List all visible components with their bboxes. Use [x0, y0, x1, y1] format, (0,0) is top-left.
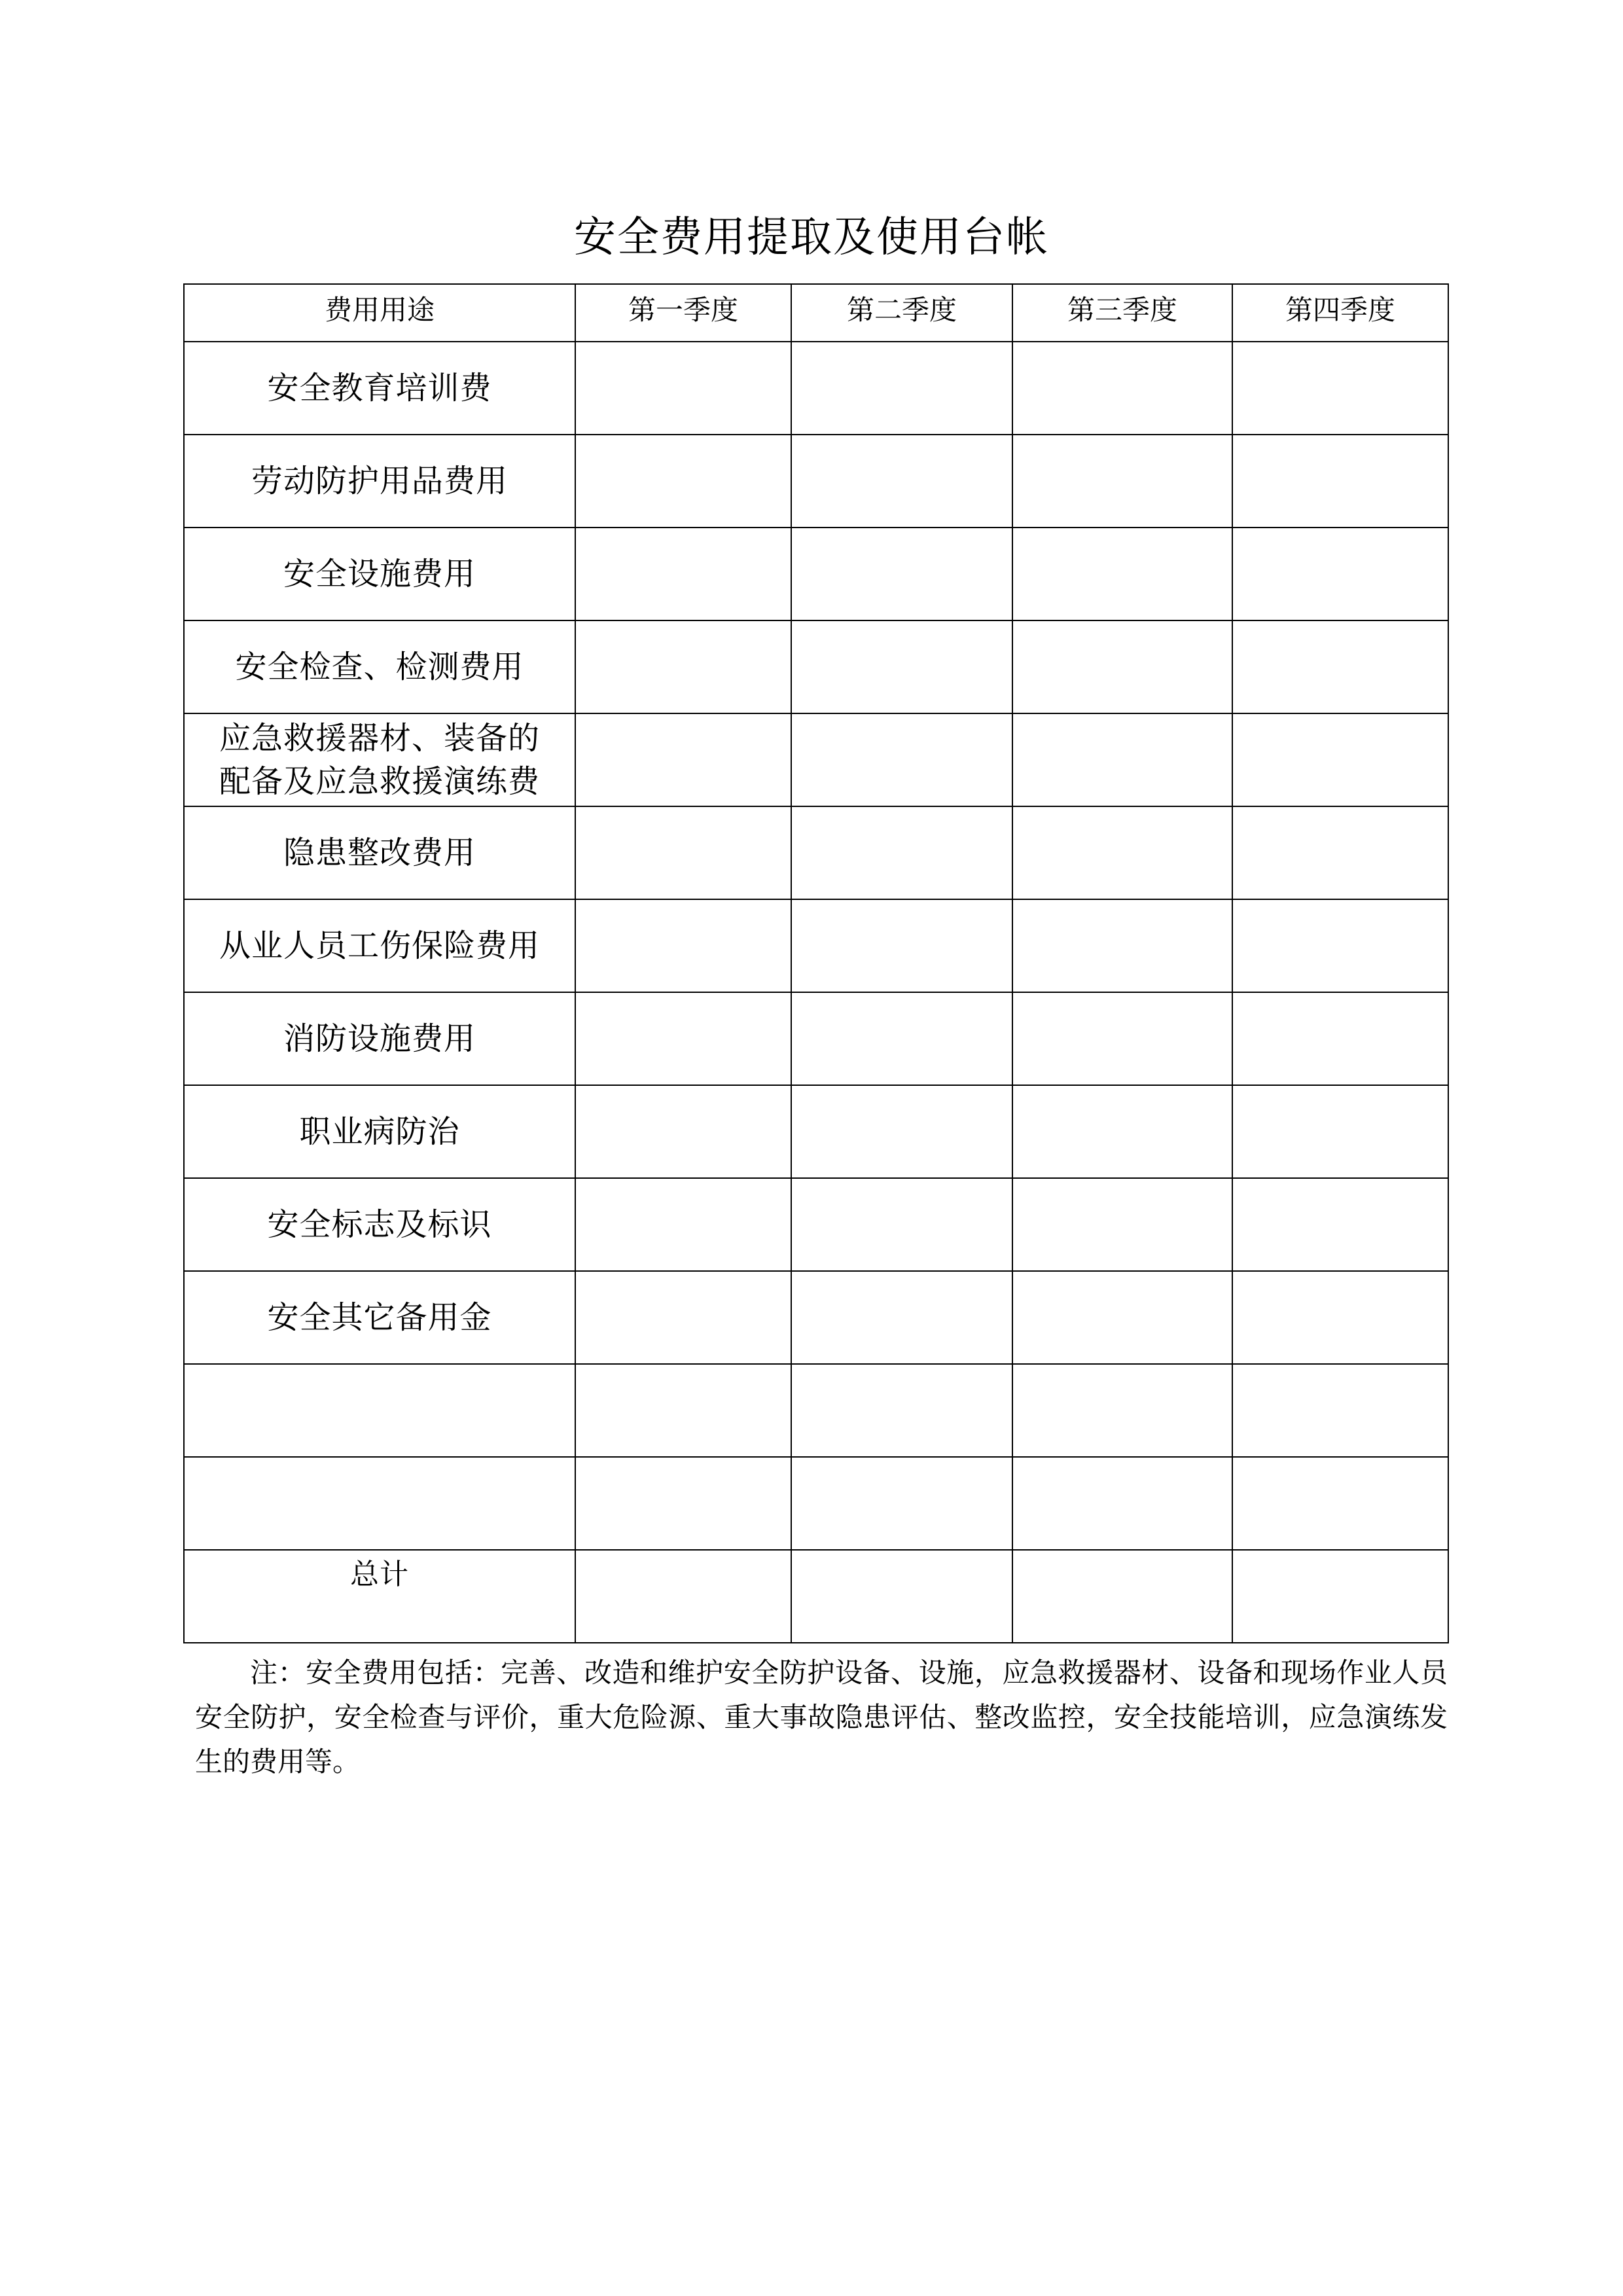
table-header-row — [184, 284, 1448, 342]
amount-cell-q4 — [1232, 528, 1448, 620]
amount-cell-q4 — [1232, 1271, 1448, 1364]
purpose-label: 安全标志及标识 — [267, 1206, 492, 1243]
header-q4: 第四季度 — [1232, 284, 1448, 342]
amount-cell-q4 — [1232, 1178, 1448, 1271]
amount-cell-q4 — [1232, 899, 1448, 992]
amount-cell-q1 — [575, 713, 791, 806]
amount-cell-q4 — [1232, 1457, 1448, 1550]
header-q2: 第二季度 — [791, 284, 1012, 342]
purpose-label: 安全检查、检测费用 — [235, 649, 524, 685]
amount-cell-q3 — [1012, 342, 1232, 435]
amount-cell-q3 — [1012, 435, 1232, 528]
amount-cell-q1 — [575, 1364, 791, 1457]
amount-cell-q3 — [1012, 1364, 1232, 1457]
amount-cell-q3 — [1012, 899, 1232, 992]
purpose-cell — [184, 528, 575, 620]
amount-cell-q1 — [575, 1085, 791, 1178]
amount-cell-q2 — [791, 342, 1012, 435]
purpose-label: 消防设施费用 — [283, 1020, 476, 1057]
amount-cell-q2 — [791, 620, 1012, 713]
amount-cell-q4 — [1232, 713, 1448, 806]
purpose-label: 职业病防治 — [299, 1113, 460, 1150]
amount-cell-q3 — [1012, 620, 1232, 713]
purpose-cell — [184, 806, 575, 899]
purpose-cell — [184, 713, 575, 806]
amount-cell-q1 — [575, 1178, 791, 1271]
amount-cell-q3 — [1012, 806, 1232, 899]
amount-cell-q4 — [1232, 1085, 1448, 1178]
purpose-cell — [184, 620, 575, 713]
amount-cell-q4 — [1232, 435, 1448, 528]
amount-cell-q4 — [1232, 620, 1448, 713]
amount-cell-q2 — [791, 806, 1012, 899]
table-row — [184, 435, 1448, 528]
purpose-label: 安全设施费用 — [283, 556, 476, 592]
table-row — [184, 992, 1448, 1085]
table-row — [184, 1085, 1448, 1178]
header-purpose: 费用用途 — [184, 284, 575, 342]
amount-cell-q2 — [791, 992, 1012, 1085]
table-row — [184, 1457, 1448, 1550]
amount-cell-q3 — [1012, 1085, 1232, 1178]
expense-ledger-table — [183, 283, 1449, 1643]
amount-cell-q4 — [1232, 1364, 1448, 1457]
amount-cell-q3 — [1012, 1457, 1232, 1550]
amount-cell-q3 — [1012, 713, 1232, 806]
purpose-label: 总计 — [350, 1558, 409, 1591]
amount-cell-q3 — [1012, 1550, 1232, 1643]
purpose-cell — [184, 1085, 575, 1178]
table-row — [184, 1364, 1448, 1457]
amount-cell-q1 — [575, 1457, 791, 1550]
amount-cell-q2 — [791, 1457, 1012, 1550]
amount-cell-q2 — [791, 1085, 1012, 1178]
purpose-label: 配备及应急救援演练费 — [219, 763, 540, 800]
table-row — [184, 713, 1448, 806]
amount-cell-q1 — [575, 992, 791, 1085]
amount-cell-q2 — [791, 1178, 1012, 1271]
amount-cell-q3 — [1012, 1271, 1232, 1364]
amount-cell-q4 — [1232, 342, 1448, 435]
amount-cell-q1 — [575, 806, 791, 899]
purpose-label: 安全教育培训费 — [267, 370, 492, 406]
amount-cell-q1 — [575, 342, 791, 435]
table-row — [184, 899, 1448, 992]
purpose-label: 应急救援器材、装备的 — [219, 720, 540, 757]
footnote: 注：安全费用包括：完善、改造和维护安全防护设备、设施，应急救援器材、设备和现场作业人员安全防护，安全检查与评价，重大危险源、重大事故隐患评估、整改监控，安全技能培训，应急演练发生的费用等。 — [195, 1657, 1448, 1778]
amount-cell-q1 — [575, 620, 791, 713]
amount-cell-q3 — [1012, 992, 1232, 1085]
table-row — [184, 806, 1448, 899]
amount-cell-q1 — [575, 1550, 791, 1643]
purpose-cell — [184, 1457, 575, 1550]
amount-cell-q4 — [1232, 992, 1448, 1085]
amount-cell-q1 — [575, 1271, 791, 1364]
purpose-label: 从业人员工伤保险费用 — [219, 927, 540, 964]
page-title: 安全费用提取及使用台帐 — [574, 213, 1049, 262]
purpose-cell — [184, 992, 575, 1085]
purpose-label: 劳动防护用品费用 — [251, 463, 508, 499]
amount-cell-q2 — [791, 1364, 1012, 1457]
total-row — [184, 1550, 1448, 1643]
header-q3: 第三季度 — [1012, 284, 1232, 342]
table-row — [184, 528, 1448, 620]
amount-cell-q2 — [791, 1550, 1012, 1643]
table-row — [184, 342, 1448, 435]
amount-cell-q2 — [791, 1271, 1012, 1364]
purpose-cell — [184, 1364, 575, 1457]
purpose-label: 隐患整改费用 — [283, 834, 476, 871]
purpose-cell — [184, 1271, 575, 1364]
purpose-cell — [184, 1550, 575, 1643]
amount-cell-q2 — [791, 435, 1012, 528]
amount-cell-q3 — [1012, 1178, 1232, 1271]
purpose-cell — [184, 342, 575, 435]
table-row — [184, 1271, 1448, 1364]
purpose-label: 安全其它备用金 — [267, 1299, 492, 1336]
amount-cell-q4 — [1232, 1550, 1448, 1643]
purpose-cell — [184, 899, 575, 992]
table-row — [184, 620, 1448, 713]
purpose-cell — [184, 435, 575, 528]
table-body — [184, 342, 1448, 1643]
amount-cell-q2 — [791, 528, 1012, 620]
amount-cell-q2 — [791, 713, 1012, 806]
purpose-cell — [184, 1178, 575, 1271]
header-q1: 第一季度 — [575, 284, 791, 342]
amount-cell-q1 — [575, 435, 791, 528]
table-row — [184, 1178, 1448, 1271]
amount-cell-q1 — [575, 899, 791, 992]
amount-cell-q2 — [791, 899, 1012, 992]
amount-cell-q3 — [1012, 528, 1232, 620]
amount-cell-q4 — [1232, 806, 1448, 899]
amount-cell-q1 — [575, 528, 791, 620]
